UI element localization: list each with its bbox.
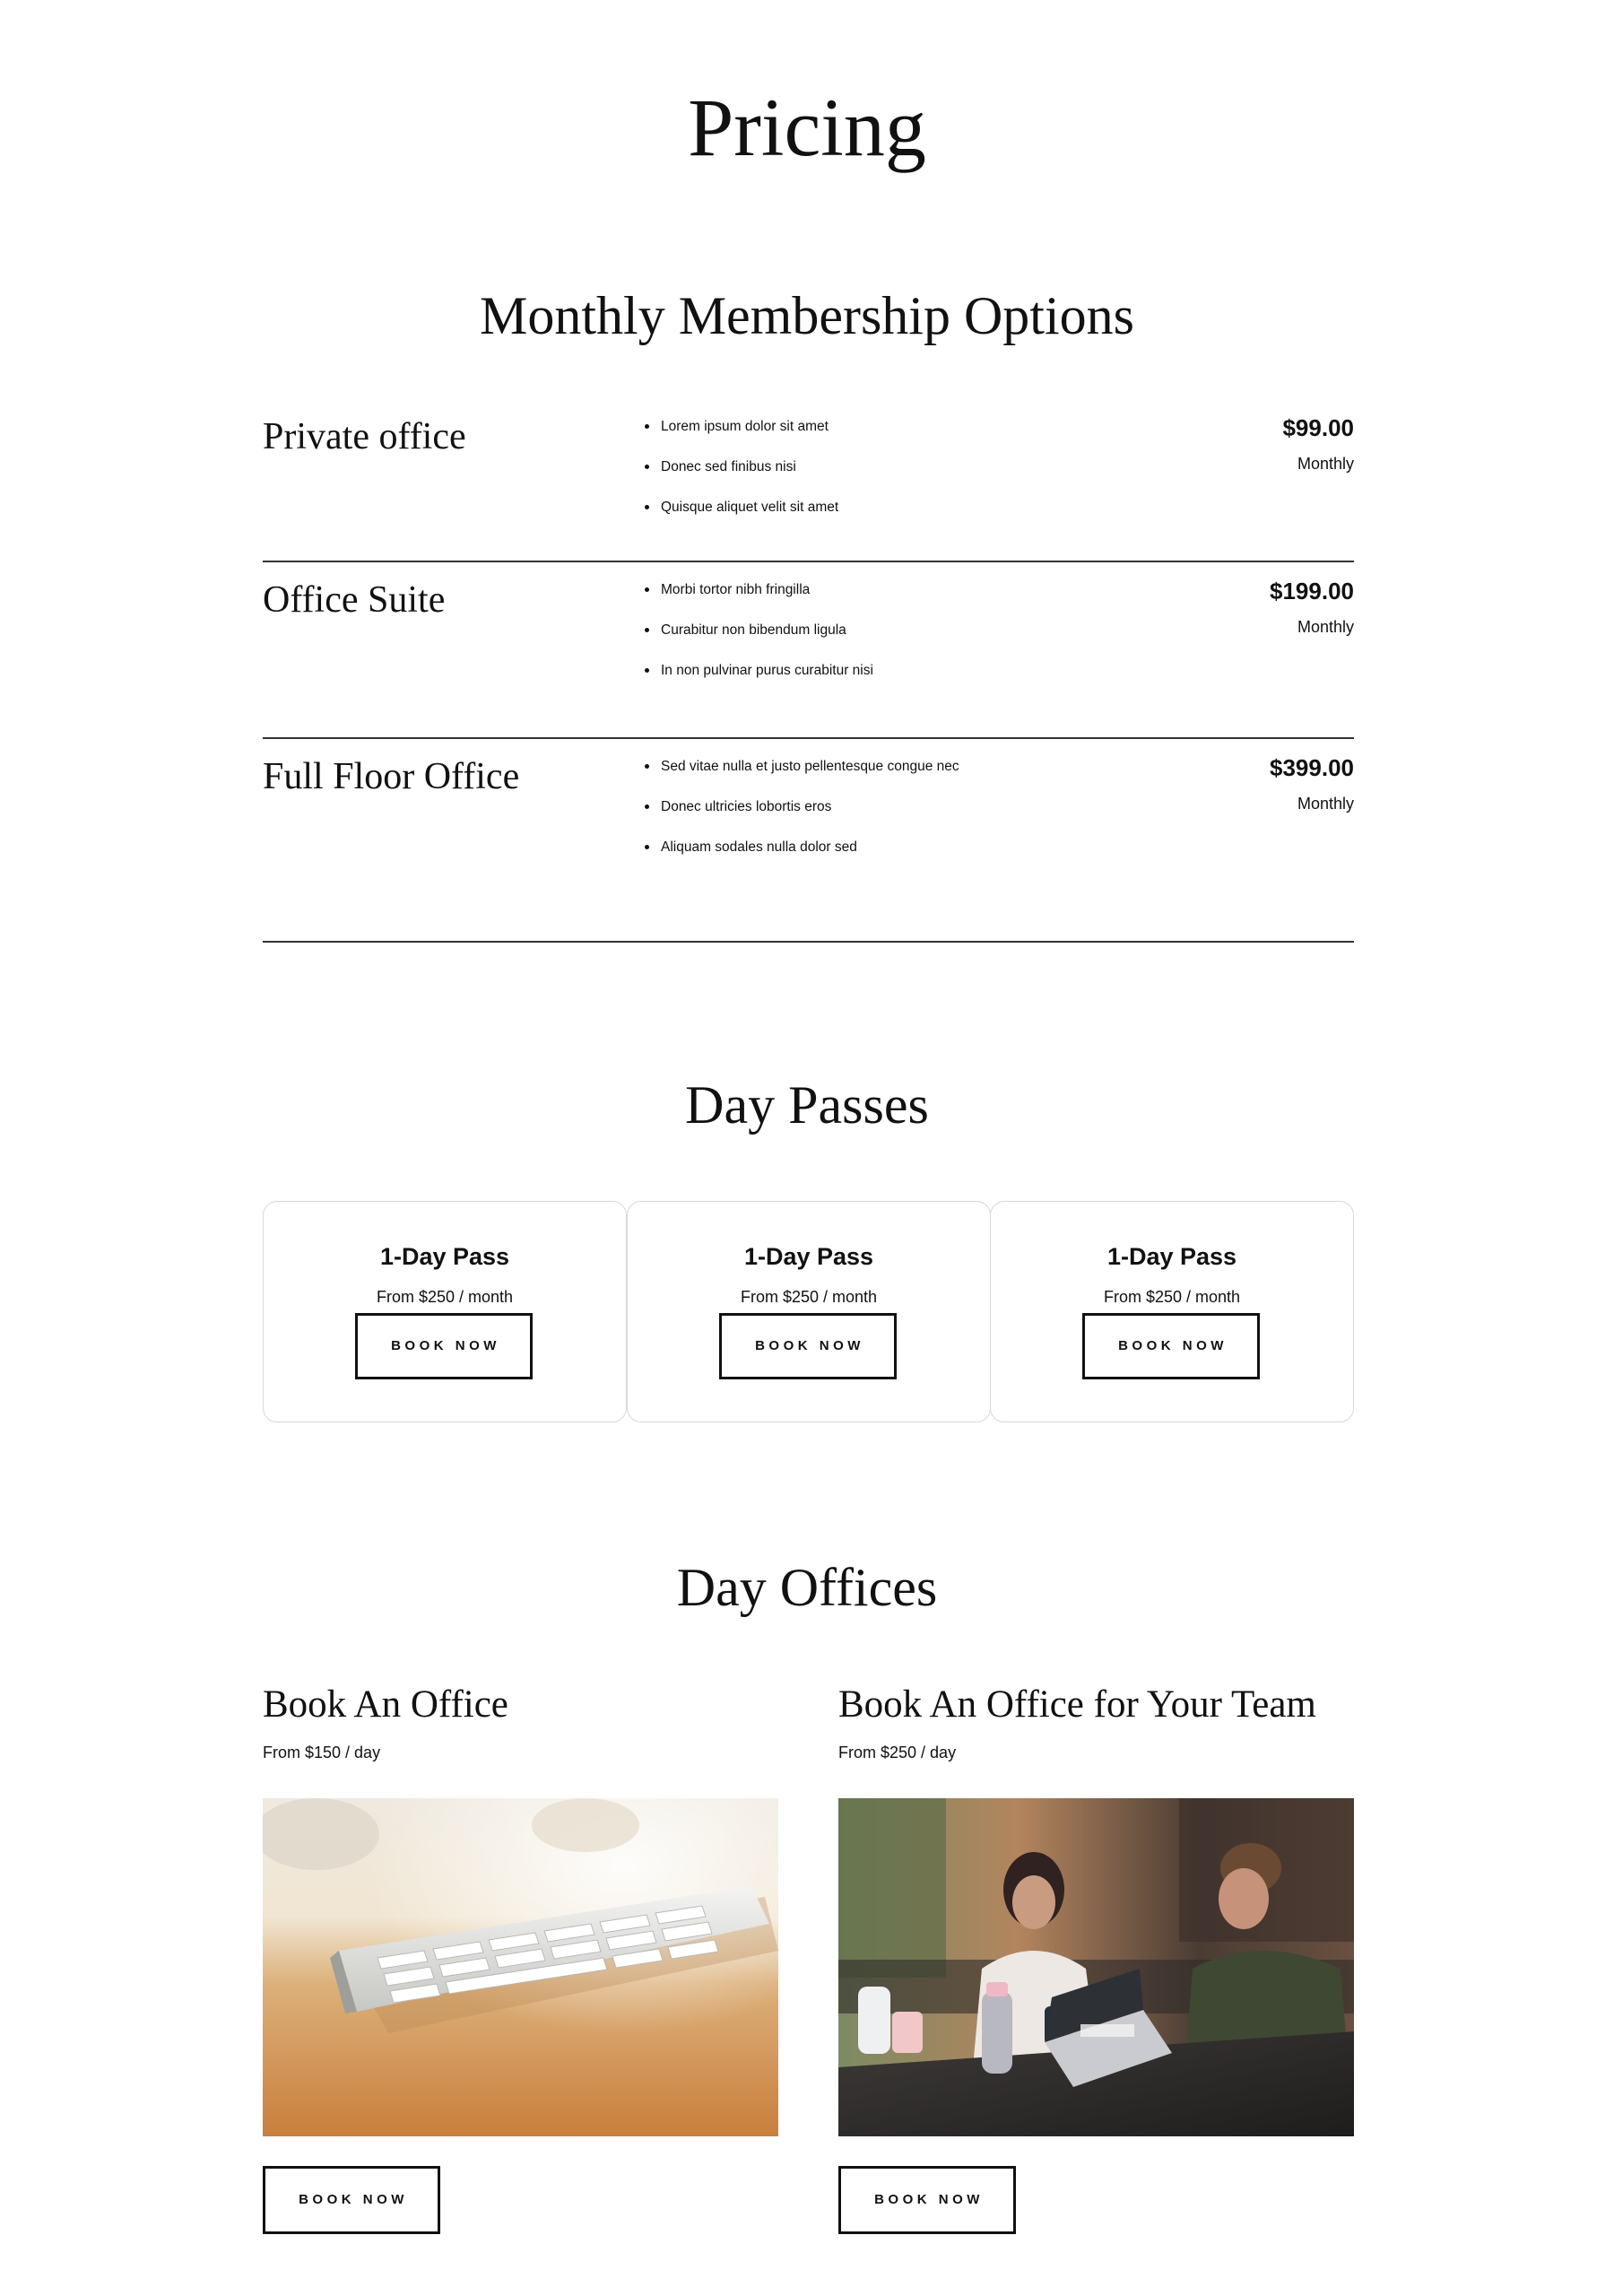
plan-name: Private office [263,416,466,457]
day-pass-title: 1-Day Pass [743,1243,874,1270]
day-pass-title: 1-Day Pass [379,1243,510,1270]
plan-row [263,399,1354,562]
plan-feature-list [645,577,968,698]
plan-price: $99.00 [1282,414,1354,441]
plan-feature-list [645,413,968,535]
plan-feature: Aliquam sodales nulla dolor sed [645,834,968,860]
day-pass-price: From $250 / month [376,1288,514,1306]
day-passes-heading: Day Passes [685,1075,929,1135]
day-pass-cards [263,1201,1354,1422]
plan-period: Monthly [1297,618,1354,636]
book-now-button[interactable]: BOOK NOW [838,2166,1016,2234]
team-meeting-photo [838,1798,1354,2136]
plan-price: $199.00 [1270,578,1354,604]
day-pass-card [263,1201,627,1422]
plan-feature: Donec ultricies lobortis eros [645,794,968,820]
plan-feature: Sed vitae nulla et justo pellentesque congue nec [645,753,968,779]
plan-feature: Quisque aliquet velit sit amet [645,494,968,520]
office-price: From $150 / day [263,1744,381,1761]
plan-feature: Donec sed finibus nisi [645,454,968,480]
membership-plan-list [263,399,1354,943]
office-title: Book An Office [263,1683,508,1726]
day-pass-card [627,1201,991,1422]
day-pass-card [990,1201,1354,1422]
plan-feature: Curabitur non bibendum ligula [645,617,968,643]
plan-name: Full Floor Office [263,756,520,797]
plan-row [263,739,1354,943]
book-now-button[interactable]: BOOK NOW [355,1313,533,1379]
plan-feature-list [645,753,968,874]
book-now-button[interactable]: BOOK NOW [263,2166,440,2234]
office-title: Book An Office for Your Team [838,1683,1316,1726]
page-title: Pricing [688,82,926,173]
plan-feature: In non pulvinar purus curabitur nisi [645,657,968,683]
day-pass-title: 1-Day Pass [1106,1243,1237,1270]
day-pass-price: From $250 / month [1103,1288,1241,1306]
monthly-membership-heading: Monthly Membership Options [480,286,1134,345]
keyboard-photo [263,1798,778,2136]
day-pass-price: From $250 / month [740,1288,878,1306]
plan-feature: Lorem ipsum dolor sit amet [645,413,968,439]
office-price: From $250 / day [838,1744,957,1761]
plan-period: Monthly [1297,795,1354,813]
plan-row [263,562,1354,739]
book-now-button[interactable]: BOOK NOW [1082,1313,1260,1379]
plan-feature: Morbi tortor nibh fringilla [645,577,968,603]
day-offices-heading: Day Offices [676,1558,938,1617]
plan-price: $399.00 [1270,754,1354,781]
plan-name: Office Suite [263,579,446,621]
plan-period: Monthly [1297,455,1354,473]
book-now-button[interactable]: BOOK NOW [719,1313,897,1379]
